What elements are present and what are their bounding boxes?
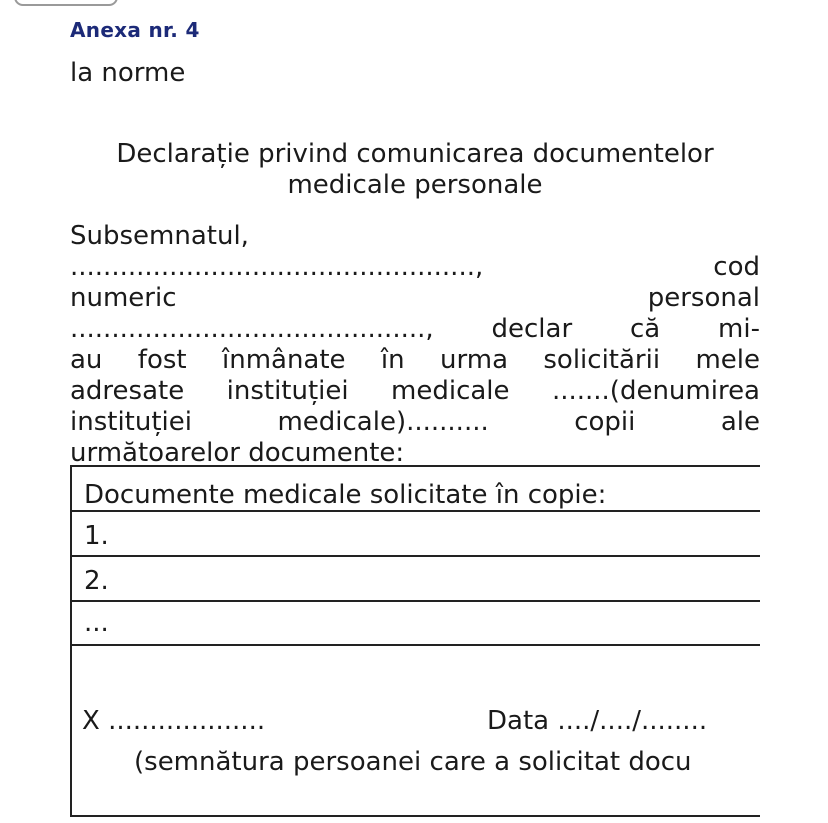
top-tab-edge bbox=[14, 0, 118, 6]
body-line-5: adresate instituției medicale .......(denumirea bbox=[70, 376, 760, 406]
signature-line: X ................... bbox=[82, 706, 266, 736]
table-row: ... bbox=[72, 602, 770, 646]
document-title-line-1: Declarație privind comunicarea documentelor bbox=[116, 139, 714, 169]
intro-text: Subsemnatul, bbox=[70, 221, 249, 251]
document-title bbox=[70, 139, 760, 201]
body-line-4: au fost înmânate în urma solicitării mele bbox=[70, 345, 760, 375]
declaration-body bbox=[70, 252, 760, 469]
page-clip-edge bbox=[760, 460, 828, 823]
document-title-line-2: medicale personale bbox=[287, 170, 543, 200]
signature-note: (semnătura persoanei care a solicitat docu bbox=[134, 747, 692, 777]
body-line-7: următoarelor documente: bbox=[70, 438, 405, 468]
table-header: Documente medicale solicitate în copie: bbox=[72, 467, 770, 512]
date-line: Data ..../..../........ bbox=[487, 706, 708, 736]
body-line-2: numeric personal bbox=[70, 283, 760, 313]
annex-title: Anexa nr. 4 bbox=[70, 18, 200, 42]
body-line-6: instituției medicale).......... copii ale bbox=[70, 407, 760, 437]
table-row: 2. bbox=[72, 557, 770, 602]
table-row: 1. bbox=[72, 512, 770, 557]
signature-block bbox=[72, 646, 770, 815]
documents-table bbox=[70, 465, 770, 817]
body-line-1: ................................................., cod bbox=[70, 252, 760, 282]
body-line-3: ..........................................., declar că mi- bbox=[70, 314, 760, 344]
annex-subtitle: la norme bbox=[70, 58, 186, 88]
